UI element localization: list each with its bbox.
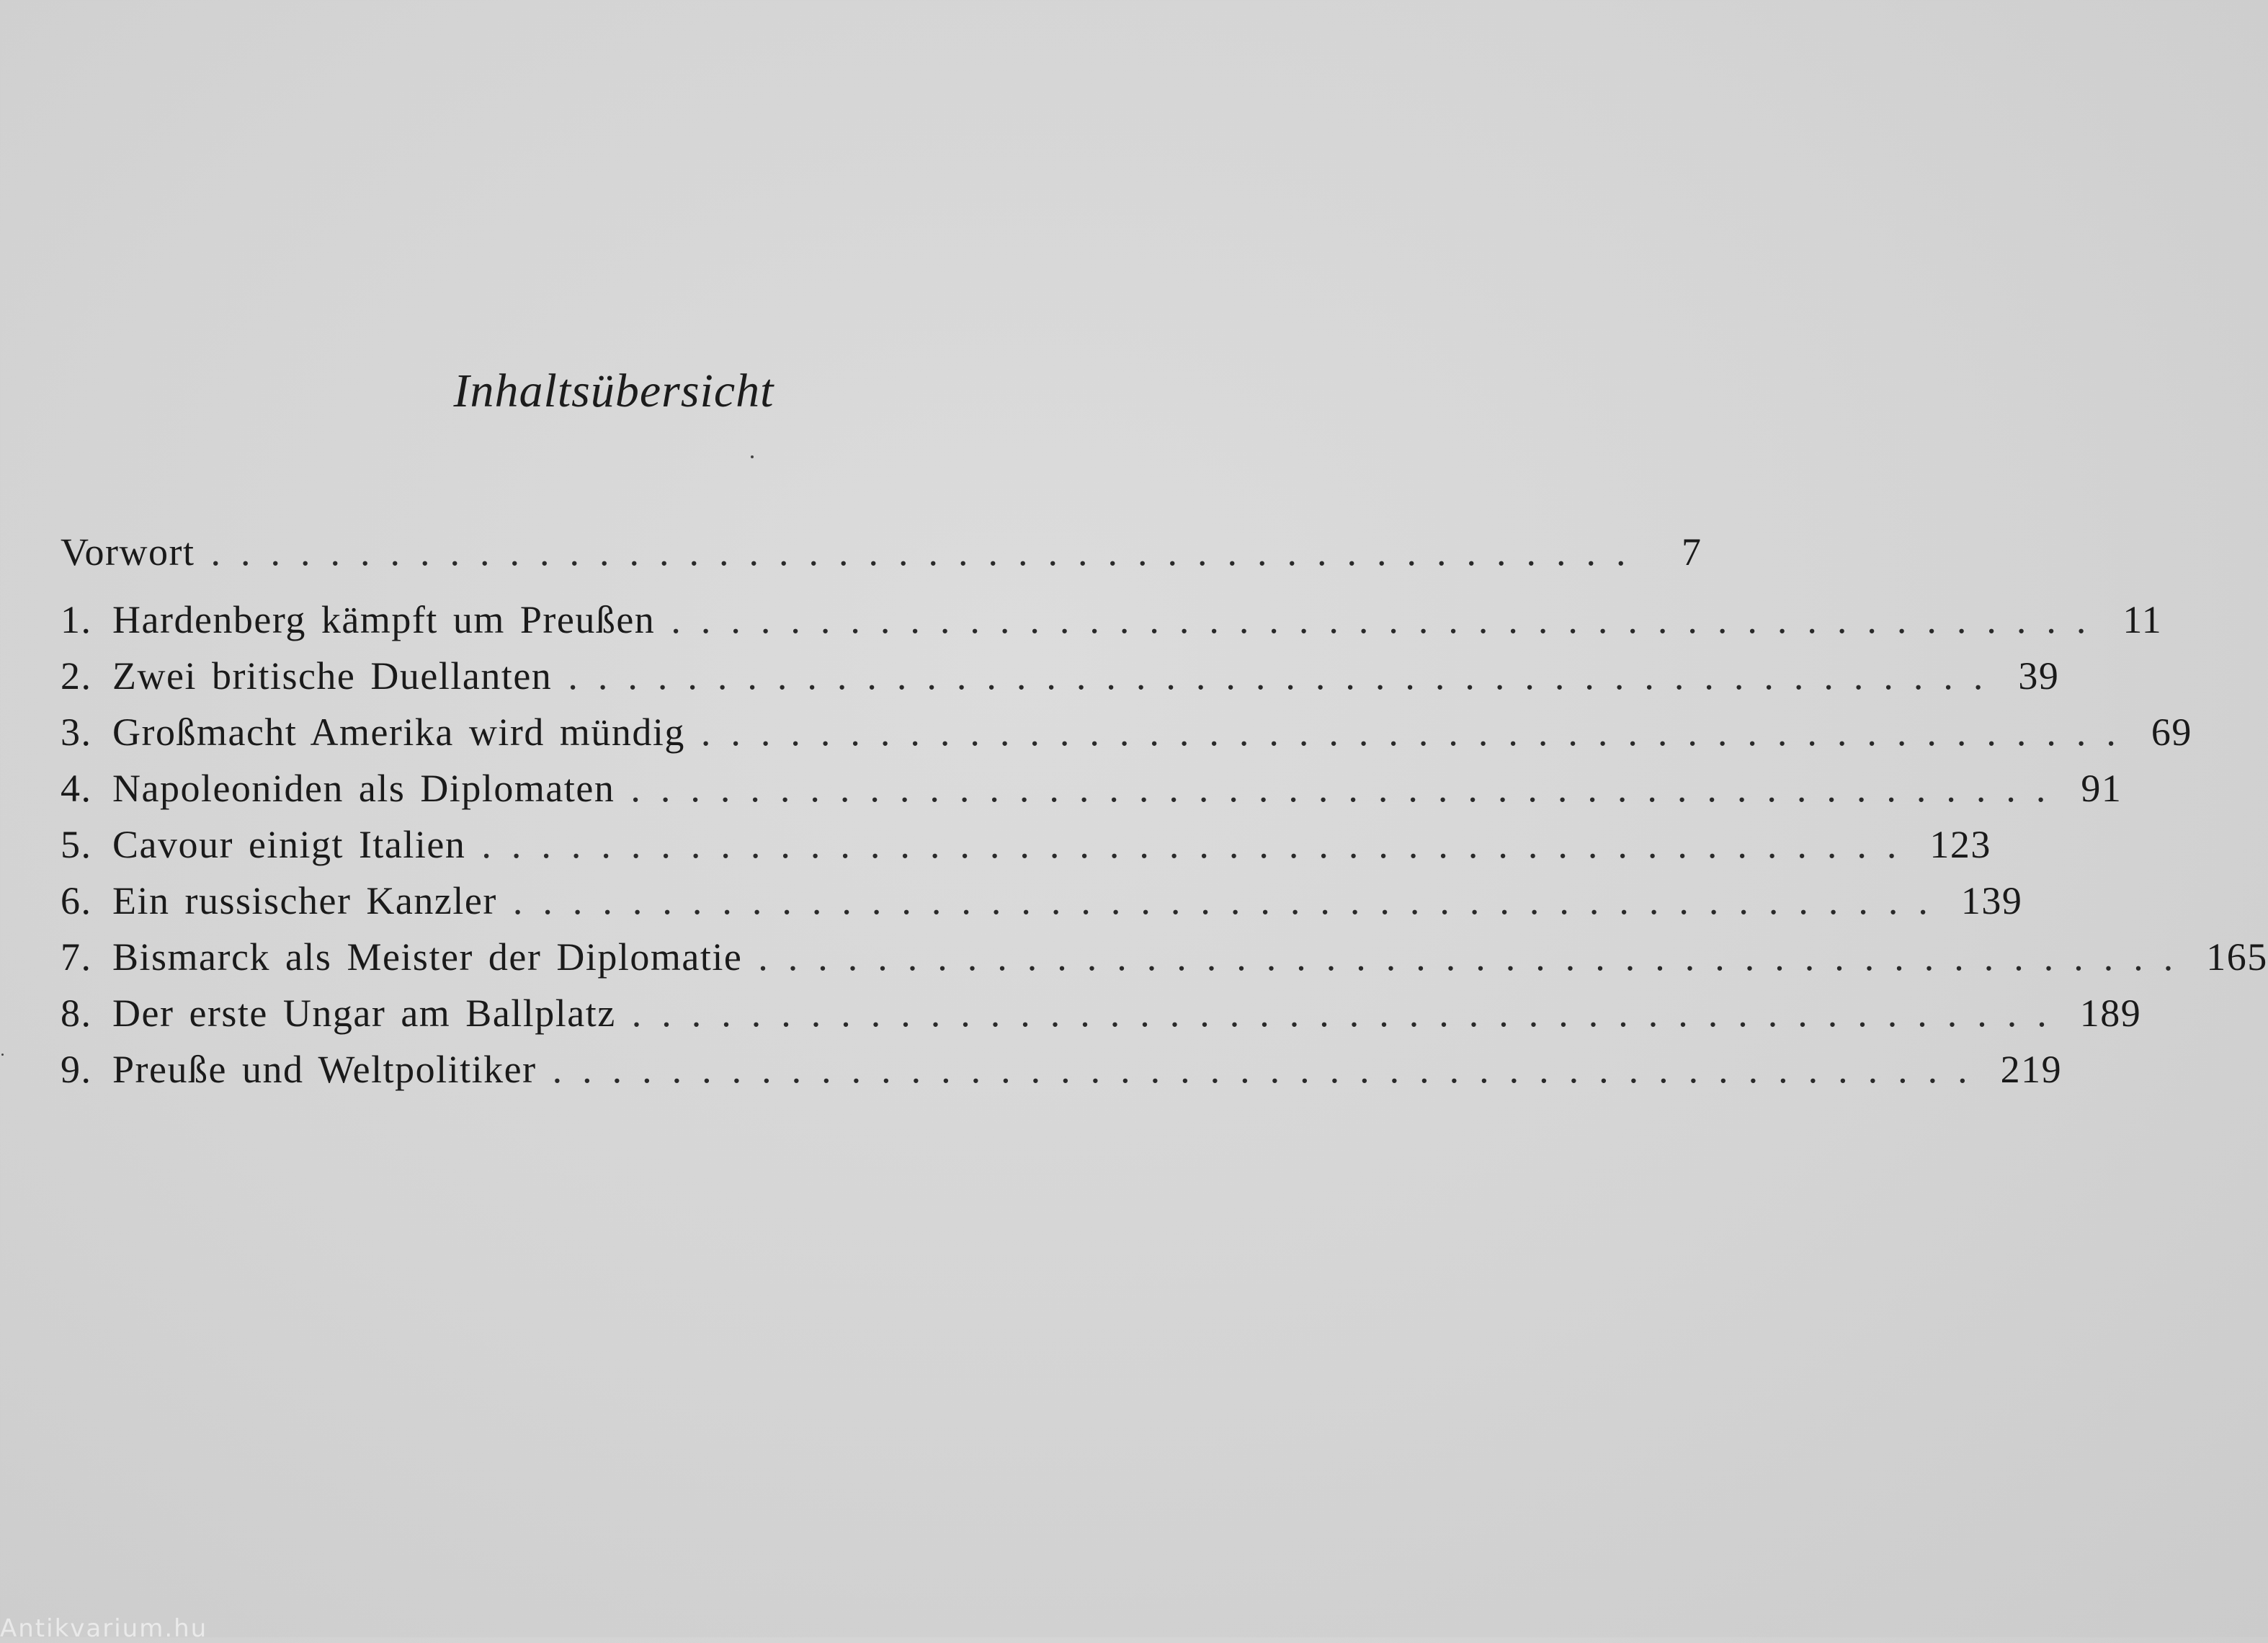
toc-entry-title: Ein russischer Kanzler [112,879,497,922]
dot-leader: ................................................ [210,530,1646,574]
toc-entry [61,822,1991,878]
toc-entry-title: Großmacht Amerika wird mündig [112,711,685,754]
toc-entry-title: Cavour einigt Italien [112,823,466,866]
toc-entry-title: Napoleoniden als Diplomaten [112,767,615,810]
toc-entry-number: 3. [61,711,92,754]
dot-leader: ................................................ [758,935,2194,979]
toc-entry-number: 2. [61,654,92,698]
page-heading: Inhaltsübersicht [453,365,774,417]
dot-leader: ................................................ [512,879,1948,922]
toc-entry-page: 123 [1929,823,1991,866]
toc-entry-number: 6. [61,879,92,922]
toc-entry [61,991,2142,1047]
toc-entry-page: 91 [2081,767,2122,810]
toc-entry-title: Preuße und Weltpolitiker [112,1048,537,1091]
toc-entry-page: 39 [2018,654,2060,698]
toc-entry [61,878,2023,935]
paper-speck [1,1054,4,1056]
toc-entry-title: Bismarck als Meister der Diplomatie [112,935,743,979]
toc-entry-page: 7 [1682,530,1702,574]
dot-leader: ................................................ [630,767,2066,810]
toc-entry-page: 165 [2206,935,2268,979]
toc-entry [61,1047,2063,1103]
dot-leader: ................................................ [568,654,2004,698]
toc-entry-page: 219 [2000,1048,2063,1091]
toc-entry-title: Vorwort [61,530,195,574]
watermark: Antikvarium.hu [0,1614,208,1643]
toc-entry-page: 11 [2122,598,2163,641]
toc-entry [61,530,1702,597]
toc-entry-page: 139 [1960,879,2023,922]
dot-leader: ................................................ [671,598,2107,641]
toc-entry [61,654,2060,710]
dot-leader: ................................................ [481,823,1917,866]
toc-entry-title: Hardenberg kämpft um Preußen [112,598,656,641]
toc-entry-number: 1. [61,598,92,641]
paper-speck [751,455,754,458]
toc-entry-number: 8. [61,992,92,1035]
toc-entry [61,597,2163,654]
toc-entry-title: Zwei britische Duellanten [112,654,553,698]
toc-entry-title: Der erste Ungar am Ballplatz [112,992,616,1035]
toc-entry-page: 69 [2151,711,2192,754]
toc-entry-number: 9. [61,1048,92,1091]
toc-entry [61,935,2268,991]
table-of-contents [61,530,2268,1103]
toc-entry-number: 5. [61,823,92,866]
toc-entry [61,710,2192,766]
toc-entry-number: 4. [61,767,92,810]
toc-entry-number: 7. [61,935,92,979]
dot-leader: ................................................ [552,1048,1988,1091]
toc-entry [61,766,2122,822]
dot-leader: ................................................ [631,992,2067,1035]
toc-entry-page: 189 [2079,992,2142,1035]
dot-leader: ................................................ [700,711,2136,754]
